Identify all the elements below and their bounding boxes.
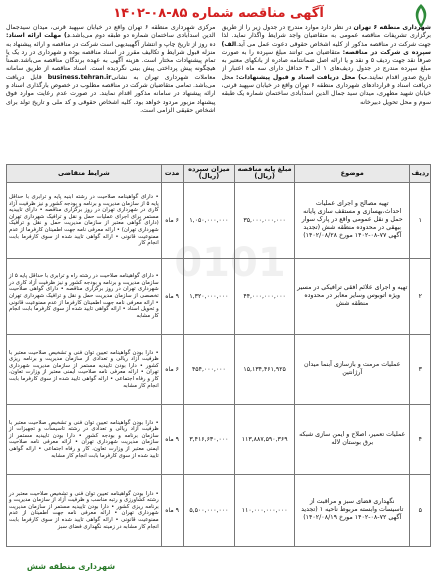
row-duration: ۹ ماه bbox=[161, 474, 183, 546]
intro-text: بدیهی است شرکت در مناقصه و ارائه پیشنهاد به منزله قبول شرایط و تکالیف مقرر در اسناد مناقصه بوده و شهرداری در رد یک یا تمام پیشنهادات مختار است. هزینه آگهی به عهده برندگان مناقصه می‌باشد. bbox=[6, 40, 216, 65]
intro-heading: الف) سپرده ی شرکت در مناقصه: bbox=[221, 40, 431, 56]
col-header-base: مبلغ پایه مناقصه (ریال) bbox=[235, 165, 295, 183]
row-deposit: ۱,۳۲۰,۰۰۰,۰۰۰ bbox=[183, 258, 235, 334]
row-deposit: ۴۵۴,۰۰۰,۰۰۰ bbox=[183, 334, 235, 404]
row-number: ۲ bbox=[410, 258, 431, 334]
intro-text: قابل دریافت می‌باشد. تمامی متقاضیان شرکت در مناقصه مطلوب در خصوص بارگذاری اسناد و ارائه پیشنهاد در سامانه مذکور اقدام نمایند. در صورت عدم رعایت موارد فوق پیشنهاد مزبور مردود خواهد بود. کلیه اشخاص حقوقی و کد ملی و تاریخ تولد برای اشخاص حقیقی الزامی است. bbox=[6, 73, 216, 114]
intro-heading: business.tehran.ir bbox=[47, 73, 112, 81]
intro-text: ده روز از تاریخ چاپ و انتشار آگهی bbox=[129, 40, 216, 48]
row-deposit: ۵,۵۰۰,۰۰۰,۰۰۰ bbox=[183, 474, 235, 546]
table-row bbox=[7, 258, 431, 334]
col-header-subject: موضوع bbox=[294, 165, 410, 183]
intro-column-left bbox=[6, 24, 216, 160]
row-subject: نگهداری فضای سبز و مراقبت از تاسیسات وابسته مربوط ناحیه ۱ (تجدید آگهی ۷۲-۰۸-۱۴۰۲ مورخ ۱۴۰۲/۰۸/۱۹) bbox=[294, 474, 410, 546]
row-conditions: • دارای گواهینامه صلاحیت در رشته راه و ترابری با حداقل پایه ۵ از سازمان مدیریت و برنامه و بودجه کشور و نیز ظرفیت آزاد کاری در شهرداری تهران در روز برگزاری مناقصه • دارای گواهی صلاحیت تخصصی از سازمان مدیریت حمل و نقل و ترافیک شهرداری تهران • ارائه معرفی نامه جهت اطمینان کارفرما از عدم ممنوعیت قانونی و تحویل اسناد • ارائه گواهی تایید شده از سوی کارفرما بابت انجام کار مشابه bbox=[7, 258, 162, 334]
row-subject: عملیات تعمیر، اصلاح و ایمن سازی شبکه برق بوستان لاله bbox=[294, 404, 410, 474]
notice-header bbox=[6, 4, 431, 22]
row-base-amount: ۳۵,۰۰۰,۰۰۰,۰۰۰ bbox=[235, 182, 295, 258]
table-header-row bbox=[7, 165, 431, 183]
row-duration: ۹ ماه bbox=[161, 258, 183, 334]
row-subject: تهیه و اجرای علائم افقی ترافیکی در مسیر ویژه اتوبوس وسایر معابر در محدوده منطقه شش bbox=[294, 258, 410, 334]
row-subject: عملیات مرمت و بازسازی آبنما میدان آرژانتین bbox=[294, 334, 410, 404]
intro-column-right bbox=[222, 24, 432, 160]
row-base-amount: ۴۴,۰۰۰,۰۰۰,۰۰۰ bbox=[235, 258, 295, 334]
row-conditions: • دارا بودن گواهینامه تعیین توان فنی و تشخیص صلاحیت معتبر در رشته کشاورزی و رتبه مناسب و ظرفیت آزاد از سازمان مدیریت و برنامه ریزی کشور • دارا بودن تاییدیه مستمر از سازمان مدیریت شهرداری تهران • ارائه معرفی نامه جهت اطمینان از عدم ممنوعیت قانونی • ارائه گواهی تایید شده از سوی کارفرما بابت انجام کار مشابه در زمینه نگهداری فضای سبز bbox=[7, 474, 162, 546]
col-header-deposit: میزان سپرده (ریال) bbox=[183, 165, 235, 183]
row-number: ۵ bbox=[410, 474, 431, 546]
table-row bbox=[7, 182, 431, 258]
row-conditions: • دارا بودن گواهینامه تعیین توان فنی و تشخیص صلاحیت معتبر با ظرفیت آزاد ریالی و تعدادی از سازمان مدیریت و برنامه ریزی کشور • دارا بودن تاییدیه مستمر از سازمان مدیریت شهرداری تهران • ارائه معرفی نامه صلاحیت ایمنی معتبر از وزارت تعاون، کار و رفاه اجتماعی • ارائه گواهی تایید شده از سوی کارفرما بابت انجام کار مشابه bbox=[7, 334, 162, 404]
row-duration: ۶ ماه bbox=[161, 334, 183, 404]
row-base-amount: ۱۱۰,۰۰۰,۰۰۰,۰۰۰ bbox=[235, 474, 295, 546]
row-subject: تهیه مصالح و اجرای عملیات احداث،بهسازی و مستقف سازی پایانه حمل و نقل عمومی واقع در پارک سوار بیهقی در محدوده منطقه شش (تجدید آگهی ۷۷-۰۸-۱۴۰۲ مورخ ۱۴۰۲/۰۸/۲۸) bbox=[294, 182, 410, 258]
notice-intro bbox=[6, 24, 431, 160]
notice-title: آگهی مناقصه شماره ۸۵-۰۸-۱۴۰۲ bbox=[113, 5, 324, 21]
table-row bbox=[7, 474, 431, 546]
row-number: ۴ bbox=[410, 404, 431, 474]
col-header-conditions: شرایط متقاضی bbox=[7, 165, 162, 183]
intro-heading: شهرداری منطقه ۶ تهران bbox=[353, 24, 431, 31]
tender-table bbox=[6, 164, 431, 547]
row-conditions: • دارای گواهینامه صلاحیت در رشته ابنیه پایه و ترابری با حداقل پایه ۵ از سازمان مدیریت و برنامه و بودجه کشور و نیز ظرفیت آزاد کاری در شهرداری تهران در روز برگزاری مناقصه • دارای تاییدیه مستمر برای اجرای عملیات حمل و نقل و ترافیک شهرداری تهران (دارای گواهی معتبر از سازمان مدیریت حمل و نقل و ترافیک شهرداری تهران) • ارائه معرفی نامه جهت اطمینان کارفرما از عدم ممنوعیت قانونی • ارائه گواهی تایید شده از سوی کارفرما بابت انجام کار bbox=[7, 182, 162, 258]
row-deposit: ۳,۴۱۶,۶۳۰,۰۰۰ bbox=[183, 404, 235, 474]
col-header-row: ردیف bbox=[410, 165, 431, 183]
row-duration: ۶ ماه bbox=[161, 182, 183, 258]
intro-text: محل دریافت اسناد و قرارداد‌های شهرداری منطقه ۶ تهران واقع در خیابان سپهبد قرنی، خیابان شهید مطهری، میدان سید جمال الدین اسدآبادی ساختمان شماره یک طبقه سوم و محل تحویل دبیرخانه bbox=[221, 73, 431, 106]
row-number: ۱ bbox=[410, 182, 431, 258]
intro-text: ضمناً هیچگونه پیش پرداختی پیش بینی نگردیده است. اسناد مناقصه از طریق سامانه معاملات شهرداری تهران به نشانی bbox=[6, 57, 216, 81]
intro-text: متقاضیان می توانند مبلغ سپرده را به صورت صرفاً نقد جهت ردیف ۵ و نقد و یا ارائه اصل ضمانتنامه صادره از بانکهای معتبر به مبلغ سپرده مندرج در جدول ردیف‌های ۱ الی ۴ حداقل دارای سه ماه اعتبار از تاریخ صدور اقدام نمایند. bbox=[221, 48, 431, 81]
intro-text: مرکزی شهرداری منطقه ۶ تهران واقع در خیابان سپهبد قرنی، میدان سیدجمال الدین اسدآبادی ساختمان شماره دو طبقه دوم می‌باشد. bbox=[6, 24, 216, 40]
row-duration: ۹ ماه bbox=[161, 404, 183, 474]
row-deposit: ۱,۰۵۰,۰۰۰,۰۰۰ bbox=[183, 182, 235, 258]
table-row bbox=[7, 334, 431, 404]
row-conditions: • دارا بودن گواهینامه تعیین توان فنی و تشخیص صلاحیت معتبر با ظرفیت آزاد ریالی و تعدادی در رشته تاسیسات و تجهیزات از سازمان برنامه و بودجه کشور • دارا بودن تاییدیه مستمر از سازمان مدیریت شهرداری تهران • ارائه معرفی نامه صلاحیت ایمنی معتبر از وزارت تعاون، کار و رفاه اجتماعی • ارائه گواهی تایید شده از سوی کارفرما بابت انجام کار مشابه bbox=[7, 404, 162, 474]
intro-heading: د) مهلت ارائه اسناد: bbox=[6, 32, 71, 40]
col-header-duration: مدت bbox=[161, 165, 183, 183]
table-row bbox=[7, 404, 431, 474]
intro-heading: ب) محل دریافت اسناد و قبول پیشنهادات: bbox=[236, 73, 368, 81]
row-base-amount: ۱۱۳,۸۸۷,۵۹۰,۳۶۹ bbox=[235, 404, 295, 474]
intro-text: در نظر دارد موارد مندرج در جدول زیر را از طریق برگزاری تشریفات مناقصه عمومی به متقاضیان واجد شرایط واگذار نماید. لذا جهت شرکت در مناقصه مذکور از کلیه اشخاص حقوقی دعوت عمل می آید. bbox=[221, 24, 431, 48]
row-number: ۳ bbox=[410, 334, 431, 404]
watermark: 0101 bbox=[174, 240, 286, 286]
footer-signature: شهرداری منطقه شش bbox=[26, 562, 116, 571]
row-base-amount: ۱۵,۱۳۴,۴۶۱,۹۲۵ bbox=[235, 334, 295, 404]
